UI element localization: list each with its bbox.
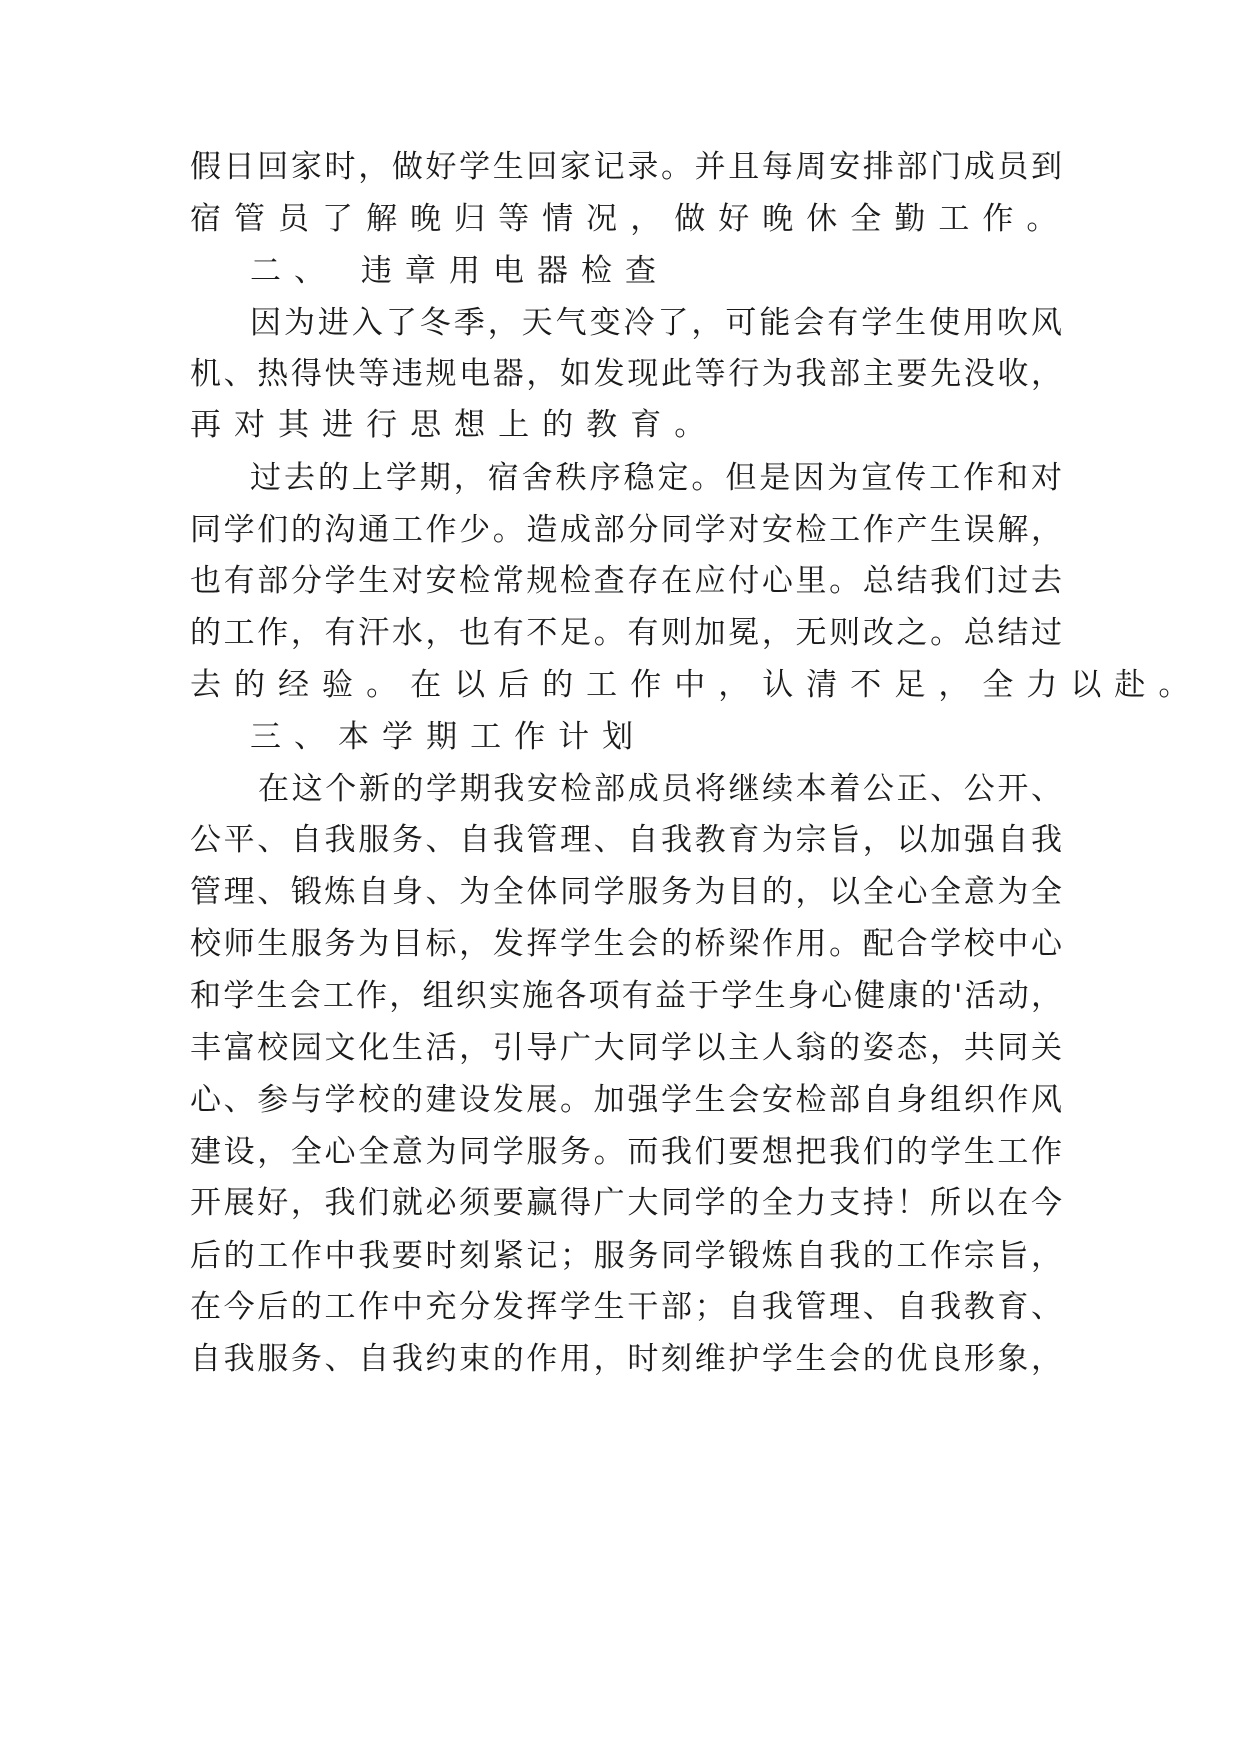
text-line: 管理、锻炼自身、为全体同学服务为目的，以全心全意为全 bbox=[190, 874, 1062, 910]
text-line: 心、参与学校的建设发展。加强学生会安检部自身组织作风 bbox=[190, 1082, 1062, 1118]
text-line: 机、热得快等违规电器，如发现此等行为我部主要先没收， bbox=[190, 356, 1062, 392]
text-line: 因为进入了冬季，天气变冷了，可能会有学生使用吹风 bbox=[250, 305, 1062, 341]
text-line: 去的经验。在以后的工作中，认清不足，全力以赴。 bbox=[190, 667, 1203, 703]
text-line: 同学们的沟通工作少。造成部分同学对安检工作产生误解， bbox=[190, 512, 1062, 548]
text-line: 和学生会工作，组织实施各项有益于学生身心健康的'活动， bbox=[190, 978, 1062, 1014]
text-line: 公平、自我服务、自我管理、自我教育为宗旨，以加强自我 bbox=[190, 822, 1062, 858]
text-line: 自我服务、自我约束的作用，时刻维护学生会的优良形象， bbox=[190, 1341, 1062, 1377]
text-line: 宿管员了解晚归等情况，做好晚休全勤工作。 bbox=[190, 201, 1071, 237]
text-line: 后的工作中我要时刻紧记；服务同学锻炼自我的工作宗旨， bbox=[190, 1238, 1062, 1274]
text-line: 开展好，我们就必须要赢得广大同学的全力支持！所以在今 bbox=[190, 1185, 1062, 1221]
text-line: 也有部分学生对安检常规检查存在应付心里。总结我们过去 bbox=[190, 563, 1062, 599]
text-line: 在今后的工作中充分发挥学生干部；自我管理、自我教育、 bbox=[190, 1289, 1062, 1325]
text-line: 在这个新的学期我安检部成员将继续本着公正、公开、 bbox=[258, 771, 1062, 807]
text-line: 过去的上学期，宿舍秩序稳定。但是因为宣传工作和对 bbox=[250, 460, 1062, 496]
text-line: 的工作，有汗水，也有不足。有则加冕，无则改之。总结过 bbox=[190, 615, 1062, 651]
text-line: 再对其进行思想上的教育。 bbox=[190, 407, 719, 443]
text-line: 建设，全心全意为同学服务。而我们要想把我们的学生工作 bbox=[190, 1134, 1062, 1170]
text-line: 假日回家时，做好学生回家记录。并且每周安排部门成员到 bbox=[190, 149, 1062, 185]
text-line: 丰富校园文化生活，引导广大同学以主人翁的姿态，共同关 bbox=[190, 1030, 1062, 1066]
section-heading: 二、 违章用电器检查 bbox=[250, 253, 670, 289]
text-line: 校师生服务为目标，发挥学生会的桥梁作用。配合学校中心 bbox=[190, 926, 1062, 962]
section-heading: 三、本学期工作计划 bbox=[250, 719, 647, 755]
